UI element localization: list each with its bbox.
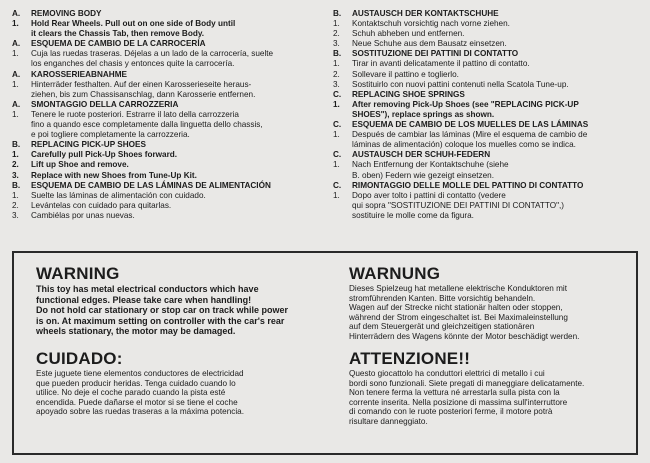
right-instruction-line-marker: 3. — [333, 79, 340, 89]
left-instruction-line-marker: 1. — [12, 49, 19, 59]
left-instruction-line-text: Hinterräder festhalten. Auf der einen Karosserieseite heraus- ziehen, bis zum Chassisanschlag, dann Karosserie entfernen. — [31, 79, 256, 99]
left-instruction-line-text: Hold Rear Wheels. Pull out on one side of Body until it clears the Chassis Tab, then remove Body. — [31, 19, 236, 39]
right-instruction-line-text: SOSTITUZIONE DEI PATTINI DI CONTATTO — [352, 49, 519, 59]
left-instruction-line — [12, 100, 322, 110]
right-instruction-line-marker: 1. — [333, 160, 340, 170]
warning-spanish-text: Este juguete tiene elementos conductores de electricidad que pueden producir heridas. Tenga cuidado cuando lo utilice. No deje el coche parado cuando la pista esté encendida. Puede dañarse el motor si se tiene el coche apoyado sobre las ruedas traseras a la máxima potencia. — [36, 369, 244, 417]
left-instruction-line — [12, 110, 322, 140]
left-instruction-line — [12, 49, 322, 69]
warning-spanish — [36, 350, 326, 417]
left-instruction-line-text: Suelte las láminas de alimentación con cuidado. — [31, 190, 206, 200]
left-instruction-line — [12, 70, 322, 80]
left-instruction-line-text: KAROSSERIEABNAHME — [31, 69, 127, 79]
left-instruction-line — [12, 80, 322, 100]
left-instruction-line-text: Carefully pull Pick-Up Shoes forward. — [31, 150, 178, 160]
warning-box — [12, 251, 638, 455]
right-instruction-line-marker: C. — [333, 180, 342, 190]
right-instruction-line — [333, 160, 645, 180]
left-instruction-line — [12, 9, 322, 19]
right-instruction-line-marker: C. — [333, 120, 342, 130]
warning-german-text: Dieses Spielzeug hat metallene elektrische Konduktoren mit stromführenden Kanten. Bitte vorsichtig behandeln. Wagen auf der Strecke nicht stationär halten oder stoppen, während der Strom eingeschaltet ist. Bei Maximaleinstellung auf dem Steuergerät und gleichzeitigen stationären Hinterrädern des Wagens könnte der Motor beschädigt werden. — [349, 284, 580, 341]
right-instruction-line-marker: 2. — [333, 29, 340, 39]
right-instruction-line-marker: 1. — [333, 59, 340, 69]
left-instruction-line-marker: 1. — [12, 150, 19, 160]
right-instruction-line-text: Kontaktschuh vorsichtig nach vorne ziehen. — [352, 19, 510, 29]
left-instruction-line — [12, 160, 322, 170]
right-instruction-line-text: Neue Schuhe aus dem Bausatz einsetzen. — [352, 39, 507, 49]
left-instruction-line-marker: B. — [12, 180, 21, 190]
left-instruction-line — [12, 201, 322, 211]
warning-italian-text: Questo giocattolo ha conduttori elettrici di metallo i cui bordi sono funzionali. Siete pregati di maneggiare delicatamente. Non tenere ferma la vettura né arrestarla sulla pista con la corrente inserita. Nella posizione di massima sull'interruttore di comando con le ruote posteriori ferme, il motore potrà risultare danneggiato. — [349, 369, 585, 426]
right-instruction-line — [333, 59, 645, 69]
left-instruction-line — [12, 171, 322, 181]
left-instruction-line-marker: A. — [12, 69, 21, 79]
right-instruction-line-marker: 1. — [333, 130, 340, 140]
left-instruction-line — [12, 191, 322, 201]
right-instruction-line-marker: C. — [333, 150, 342, 160]
left-instruction-line-marker: 1. — [12, 79, 19, 89]
left-instruction-line-marker: B. — [12, 140, 21, 150]
right-instruction-line — [333, 120, 645, 130]
left-instruction-line-text: REMOVING BODY — [31, 9, 102, 18]
right-instruction-line — [333, 191, 645, 221]
right-instruction-line-text: AUSTAUSCH DER SCHUH-FEDERN — [352, 150, 491, 160]
left-instruction-line — [12, 140, 322, 150]
right-instruction-line-text: Dopo aver tolto i pattini di contatto (vedere qui sopra "SOSTITUZIONE DEI PATTINI DI CONTATTO",) sostituire le molle come da figura. — [352, 190, 565, 220]
right-instruction-line — [333, 29, 645, 39]
right-instruction-line-text: ESQUEMA DE CAMBIO DE LOS MUELLES DE LAS LÁMINAS — [352, 120, 589, 130]
right-instruction-line-text: Nach Entfernung der Kontaktschuhe (siehe B. oben) Federn wie gezeigt einsetzen. — [352, 160, 509, 180]
left-instruction-line-text: Cambiélas por unas nuevas. — [31, 210, 135, 220]
left-instruction-line-text: ESQUEMA DE CAMBIO DE LAS LÁMINAS DE ALIMENTACIÓN — [31, 180, 271, 190]
left-instruction-line — [12, 19, 322, 39]
right-instruction-line-text: Tirar in avanti delicatamente il pattino di contatto. — [352, 59, 530, 69]
left-instruction-line-text: Cuja las ruedas traseras. Déjelas a un lado de la carrocería, suelte los enganches del chasis y entonces quite la carrocería. — [31, 49, 274, 69]
right-instruction-line-marker: 1. — [333, 190, 340, 200]
left-instruction-line-marker: 2. — [12, 160, 19, 170]
warning-spanish-title: CUIDADO: — [36, 349, 123, 368]
left-instruction-line-marker: A. — [12, 9, 21, 18]
left-instruction-line-text: ESQUEMA DE CAMBIO DE LA CARROCERÍA — [31, 39, 206, 49]
right-instruction-line — [333, 181, 645, 191]
right-instruction-line-marker: B. — [333, 49, 342, 59]
right-instruction-line — [333, 19, 645, 29]
right-instruction-line-marker: 1. — [333, 19, 340, 29]
left-instruction-line-marker: 2. — [12, 200, 19, 210]
left-instructions-column — [12, 9, 322, 221]
warning-italian-title: ATTENZIONE!! — [349, 349, 471, 368]
right-instruction-line — [333, 49, 645, 59]
right-instructions-column — [333, 9, 645, 221]
left-instruction-line-text: Levántelas con cuidado para quitarlas. — [31, 200, 172, 210]
left-instruction-line-marker: 1. — [12, 109, 19, 119]
warning-german — [349, 265, 634, 342]
warning-english-text: This toy has metal electrical conductors which have functional edges. Please take care when handling! Do not hold car stationary or stop car on track while power is on. At maximum setting on controller with the car's rear wheels stationary, the motor may be damaged. — [36, 284, 289, 337]
right-instruction-line-marker: 1. — [333, 99, 340, 109]
right-instruction-line — [333, 150, 645, 160]
left-instruction-line-text: Replace with new Shoes from Tune-Up Kit. — [31, 170, 197, 180]
left-instruction-line-text: SMONTAGGIO DELLA CARROZZERIA — [31, 99, 179, 109]
right-instruction-line — [333, 70, 645, 80]
warning-english-title: WARNING — [36, 264, 120, 283]
left-instruction-line — [12, 39, 322, 49]
right-instruction-line-text: Sostituirlo con nuovi pattini contenuti nella Scatola Tune-up. — [352, 79, 569, 89]
right-instruction-line-text: REPLACING SHOE SPRINGS — [352, 89, 465, 99]
right-instruction-line-text: After removing Pick-Up Shoes (see "REPLACING PICK-UP SHOES"), replace springs as shown. — [352, 99, 579, 119]
left-instruction-line-text: REPLACING PICK-UP SHOES — [31, 140, 146, 150]
warning-italian — [349, 350, 634, 427]
warning-german-title: WARNUNG — [349, 264, 441, 283]
right-instruction-line-marker: B. — [333, 9, 342, 18]
right-instruction-line — [333, 80, 645, 90]
left-instruction-line — [12, 211, 322, 221]
right-instruction-line-text: RIMONTAGGIO DELLE MOLLE DEL PATTINO DI CONTATTO — [352, 180, 584, 190]
left-instruction-line-text: Tenere le ruote posteriori. Estrarre il lato della carrozzeria fino a quando esce completamente dalla linguetta dello chassis, e poi togliere completamente la carrozzeria. — [31, 109, 263, 140]
right-instruction-line-marker: C. — [333, 89, 342, 99]
right-instruction-line-text: Schuh abheben und entfernen. — [352, 29, 465, 39]
right-instruction-line-text: Después de cambiar las láminas (Mire el esquema de cambio de láminas de alimentación) coloque los muelles como se indica. — [352, 130, 588, 150]
right-instruction-line-text: Sollevare il pattino e toglierlo. — [352, 69, 459, 79]
left-instruction-line — [12, 150, 322, 160]
left-instruction-line-marker: A. — [12, 39, 21, 49]
left-instruction-line-marker: 3. — [12, 210, 19, 220]
left-instruction-line-marker: 1. — [12, 19, 19, 29]
right-instruction-line-marker: 3. — [333, 39, 340, 49]
right-instruction-line-marker: 2. — [333, 69, 340, 79]
left-instruction-line-marker: A. — [12, 99, 21, 109]
right-instruction-line — [333, 39, 645, 49]
left-instruction-line-marker: 3. — [12, 170, 19, 180]
left-instruction-line-text: Lift up Shoe and remove. — [31, 160, 129, 170]
right-instruction-line — [333, 90, 645, 100]
right-instruction-line-text: AUSTAUSCH DER KONTAKTSCHUHE — [352, 9, 499, 18]
left-instruction-line-marker: 1. — [12, 190, 19, 200]
warning-english — [36, 265, 326, 337]
right-instruction-line — [333, 130, 645, 150]
right-instruction-line — [333, 100, 645, 120]
right-instruction-line — [333, 9, 645, 19]
left-instruction-line — [12, 181, 322, 191]
